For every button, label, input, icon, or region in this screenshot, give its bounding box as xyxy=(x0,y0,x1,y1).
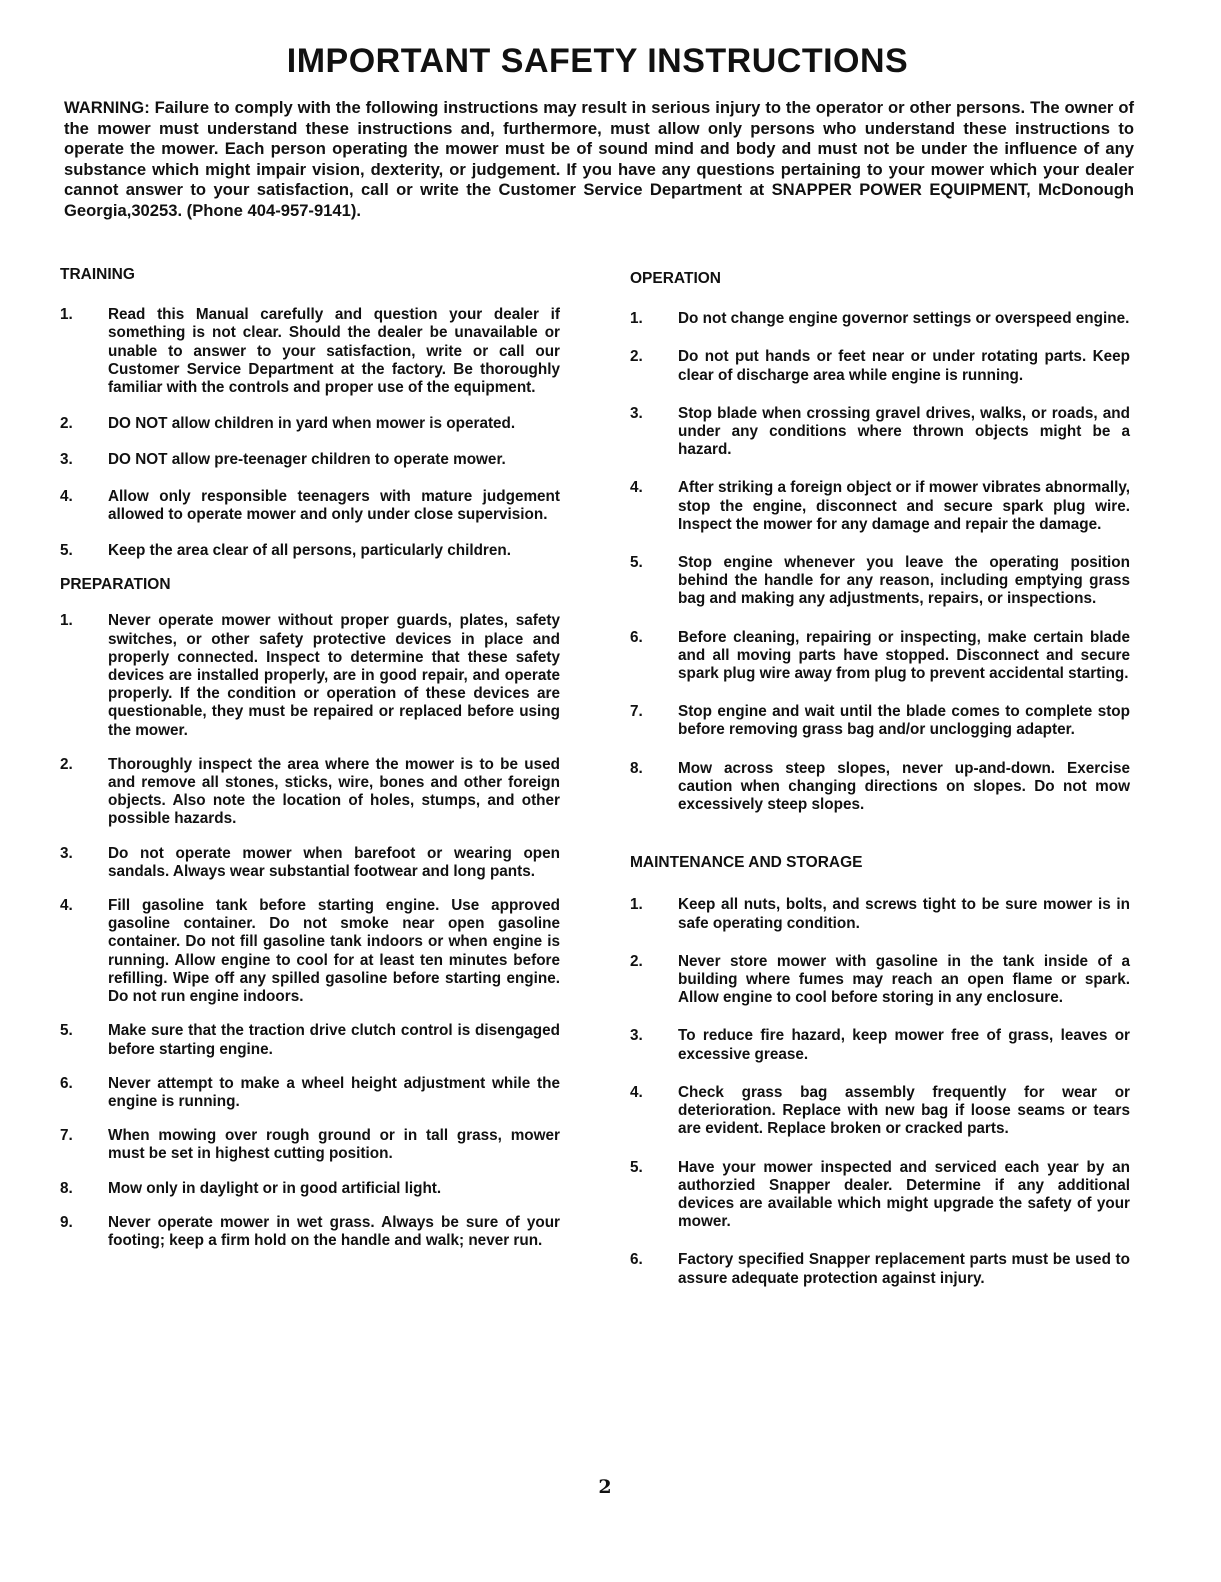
training-heading: TRAINING xyxy=(60,266,135,283)
item-text: Do not change engine governor settings or overspeed engine. xyxy=(678,310,1130,328)
list-item xyxy=(630,953,1130,1008)
item-number: 4. xyxy=(630,479,643,497)
item-number: 3. xyxy=(630,404,643,422)
item-number: 5. xyxy=(60,542,73,560)
item-text: Factory specified Snapper replacement parts must be used to assure adequate protection against injury. xyxy=(678,1251,1130,1287)
item-number: 3. xyxy=(60,451,73,469)
list-item xyxy=(630,405,1130,460)
list-item xyxy=(60,612,560,739)
item-text: Do not operate mower when barefoot or wearing open sandals. Always wear substantial footwear and long pants. xyxy=(108,844,560,880)
item-text: Keep all nuts, bolts, and screws tight to be sure mower is in safe operating condition. xyxy=(678,896,1130,932)
warning-paragraph: WARNING: Failure to comply with the following instructions may result in serious injury to the operator or other persons. The owner of the mower must understand these instructions and, furthermore, must allow only persons who understand these instructions to operate the mower. Each person operating the mower must be of sound mind and body and must not be under the influence of any substance which might impair vision, dexterity, or judgement. If you have any questions pertaining to your mower which your dealer cannot answer to your satisfaction, call or write the Customer Service Department at SNAPPER POWER EQUIPMENT, McDonough Georgia,30253. (Phone 404-957-9141). xyxy=(64,98,1134,220)
operation-heading: OPERATION xyxy=(630,270,721,287)
item-number: 3. xyxy=(60,844,73,862)
item-text: Have your mower inspected and serviced each year by an authorzied Snapper dealer. Determine if any additional devices are available which might upgrade the safety of your mower. xyxy=(678,1158,1130,1231)
list-item xyxy=(60,845,560,881)
item-number: 4. xyxy=(60,897,73,915)
item-number: 4. xyxy=(60,487,73,505)
list-item xyxy=(630,1027,1130,1063)
list-item xyxy=(60,415,560,433)
item-text: Read this Manual carefully and question your dealer if something is not clear. Should the dealer be unavailable or unable to answer to your satisfaction, write or call our Customer Service Department at the factory. Be thoroughly familiar with the controls and proper use of the equipment. xyxy=(108,306,560,397)
item-number: 1. xyxy=(630,896,643,914)
item-text: Never operate mower in wet grass. Always be sure of your footing; keep a firm hold on the handle and walk; never run. xyxy=(108,1213,560,1249)
list-item xyxy=(630,703,1130,739)
item-text: Before cleaning, repairing or inspecting, make certain blade and all moving parts have stopped. Disconnect and secure spark plug wire away from plug to prevent accidental starting. xyxy=(678,628,1130,683)
item-number: 6. xyxy=(60,1074,73,1092)
item-number: 1. xyxy=(60,306,73,324)
item-text: After striking a foreign object or if mower vibrates abnormally, stop the engine, disconnect and secure spark plug wire. Inspect the mower for any damage and repair the damage. xyxy=(678,479,1130,533)
item-number: 5. xyxy=(630,554,643,572)
list-item xyxy=(630,760,1130,815)
list-item xyxy=(60,542,560,560)
page-number: 2 xyxy=(598,1476,612,1498)
item-text: Make sure that the traction drive clutch control is disengaged before starting engine. xyxy=(108,1022,560,1058)
item-number: 1. xyxy=(630,310,643,328)
list-item xyxy=(630,629,1130,684)
list-item xyxy=(60,1214,560,1250)
list-item xyxy=(630,479,1130,534)
item-text: Never attempt to make a wheel height adjustment while the engine is running. xyxy=(108,1074,560,1110)
item-text: DO NOT allow pre-teenager children to operate mower. xyxy=(108,451,506,469)
maintenance-heading: MAINTENANCE AND STORAGE xyxy=(630,854,863,872)
list-item xyxy=(630,1159,1130,1232)
item-text: Never store mower with gasoline in the tank inside of a building where fumes may reach an open flame or spark. Allow engine to cool before storing in any enclosure. xyxy=(678,952,1130,1007)
item-text: Stop blade when crossing gravel drives, walks, or roads, and under any conditions where thrown objects might be a hazard. xyxy=(678,404,1130,459)
list-item xyxy=(60,451,560,469)
list-item xyxy=(60,488,560,524)
list-item xyxy=(630,554,1130,609)
item-number: 7. xyxy=(630,703,643,721)
item-text: When mowing over rough ground or in tall grass, mower must be set in highest cutting position. xyxy=(108,1127,560,1163)
right-column xyxy=(630,270,1130,1288)
item-number: 6. xyxy=(630,628,643,646)
list-item xyxy=(630,1251,1130,1287)
item-number: 8. xyxy=(630,759,643,777)
list-item xyxy=(630,896,1130,932)
item-text: DO NOT allow children in yard when mower is operated. xyxy=(108,415,516,433)
list-item xyxy=(60,1075,560,1111)
list-item xyxy=(60,306,560,397)
item-text: Stop engine and wait until the blade comes to complete stop before removing grass bag and/or unclogging adapter. xyxy=(678,703,1130,739)
item-number: 2. xyxy=(630,952,643,970)
item-number: 9. xyxy=(60,1213,73,1231)
item-text: Stop engine whenever you leave the operating position behind the handle for any reason, including emptying grass bag and making any adjustments, repairs, or inspections. xyxy=(678,554,1130,608)
item-number: 3. xyxy=(630,1027,643,1045)
item-number: 6. xyxy=(630,1251,643,1269)
list-item xyxy=(60,1180,560,1198)
item-text: To reduce fire hazard, keep mower free of grass, leaves or excessive grease. xyxy=(678,1027,1130,1063)
item-number: 8. xyxy=(60,1179,73,1197)
training-list xyxy=(60,306,560,560)
list-item xyxy=(630,348,1130,384)
list-item xyxy=(60,1127,560,1163)
operation-list xyxy=(630,310,1130,814)
item-number: 2. xyxy=(630,348,643,366)
item-text: Keep the area clear of all persons, particularly children. xyxy=(108,542,511,560)
list-item xyxy=(630,310,1130,328)
left-column xyxy=(60,266,560,1250)
item-text: Allow only responsible teenagers with mature judgement allowed to operate mower and only under close supervision. xyxy=(108,487,560,523)
item-text: Do not put hands or feet near or under rotating parts. Keep clear of discharge area while engine is running. xyxy=(678,348,1130,384)
item-number: 7. xyxy=(60,1127,73,1145)
maintenance-list xyxy=(630,896,1130,1287)
item-text: Never operate mower without proper guards, plates, safety switches, or other safety protective devices in place and properly connected. Inspect to determine that these safety devices are installed properly, are in good repair, and operate properly. If the condition or operation of these devices are questionable, they must be repaired or replaced before using the mower. xyxy=(108,612,560,739)
list-item xyxy=(60,1022,560,1058)
page-title: IMPORTANT SAFETY INSTRUCTIONS xyxy=(286,42,909,80)
item-number: 2. xyxy=(60,755,73,773)
list-item xyxy=(60,897,560,1006)
item-number: 2. xyxy=(60,415,73,433)
item-text: Mow only in daylight or in good artificial light. xyxy=(108,1179,442,1197)
preparation-list xyxy=(60,612,560,1250)
item-text: Fill gasoline tank before starting engine. Use approved gasoline container. Do not smoke near open gasoline container. Do not fill gasoline tank indoors or when engine is running. Allow engine to cool for at least ten minutes before refilling. Wipe off any spilled gasoline before starting engine. Do not run engine indoors. xyxy=(108,897,560,1006)
list-item xyxy=(60,756,560,829)
preparation-heading: PREPARATION xyxy=(60,576,171,594)
item-number: 1. xyxy=(60,612,73,630)
item-text: Mow across steep slopes, never up-and-down. Exercise caution when changing directions on slopes. Do not mow excessively steep slopes. xyxy=(678,759,1130,814)
item-number: 5. xyxy=(630,1158,643,1176)
list-item xyxy=(630,1084,1130,1139)
item-text: Thoroughly inspect the area where the mower is to be used and remove all stones, sticks, wire, bones and other foreign objects. Also note the location of holes, stumps, and other possible hazards. xyxy=(108,755,560,828)
item-number: 5. xyxy=(60,1022,73,1040)
item-text: Check grass bag assembly frequently for wear or deterioration. Replace with new bag if loose seams or tears are evident. Replace broken or cracked parts. xyxy=(678,1083,1130,1138)
item-number: 4. xyxy=(630,1083,643,1101)
